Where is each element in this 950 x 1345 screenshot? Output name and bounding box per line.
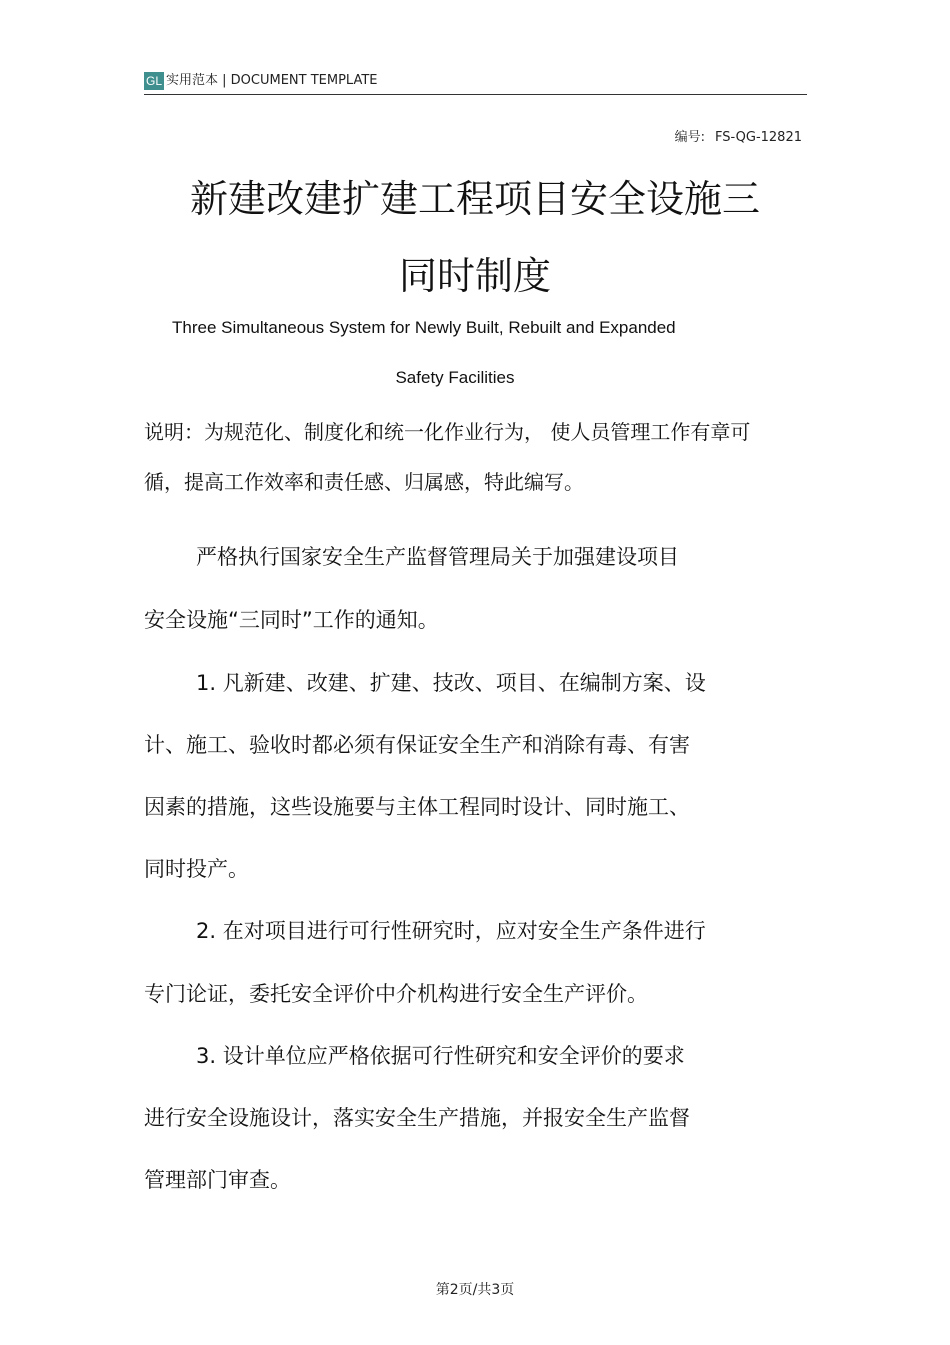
page-header xyxy=(144,70,807,95)
document-number xyxy=(675,126,802,145)
item3-line-2: 进行安全设施设计，落实安全生产措施，并报安全生产监督 xyxy=(144,1106,690,1130)
item1-line-1: 1. 凡新建、改建、扩建、技改、项目、在编制方案、设 xyxy=(196,671,706,695)
item3-line-1: 3. 设计单位应严格依据可行性研究和安全评价的要求 xyxy=(196,1044,685,1068)
note-line-2: 循，提高工作效率和责任感、归属感，特此编写。 xyxy=(144,470,584,494)
intro-line-2: 安全设施“三同时”工作的通知。 xyxy=(144,608,439,632)
header-text: 实用范本 | DOCUMENT TEMPLATE xyxy=(166,73,378,88)
english-subtitle-line-2: Safety Facilities xyxy=(395,368,515,387)
title-line-2: 同时制度 xyxy=(398,254,551,298)
item1-line-4: 同时投产。 xyxy=(144,857,249,881)
title-line-1: 新建改建扩建工程项目安全设施三 xyxy=(189,177,760,221)
item2-line-1: 2. 在对项目进行可行性研究时，应对安全生产条件进行 xyxy=(196,919,706,943)
page-number: 第2页/共3页 xyxy=(435,1282,515,1298)
item1-line-2: 计、施工、验收时都必须有保证安全生产和消除有毒、有害 xyxy=(144,733,690,757)
note-line-1: 说明：为规范化、制度化和统一化作业行为， 使人员管理工作有章可 xyxy=(144,420,751,444)
item2-line-2: 专门论证，委托安全评价中介机构进行安全生产评价。 xyxy=(144,982,648,1006)
document-number-label: 编号: xyxy=(674,130,705,145)
item3-line-3: 管理部门审查。 xyxy=(144,1168,291,1192)
english-subtitle-line-1: Three Simultaneous System for Newly Built, Rebuilt and Expanded xyxy=(172,318,676,337)
document-number-value: FS-QG-12821 xyxy=(714,130,802,145)
item1-line-3: 因素的措施，这些设施要与主体工程同时设计、同时施工、 xyxy=(144,795,690,819)
intro-line-1: 严格执行国家安全生产监督管理局关于加强建设项目 xyxy=(196,545,679,569)
gl-logo-badge: GL xyxy=(145,74,162,88)
